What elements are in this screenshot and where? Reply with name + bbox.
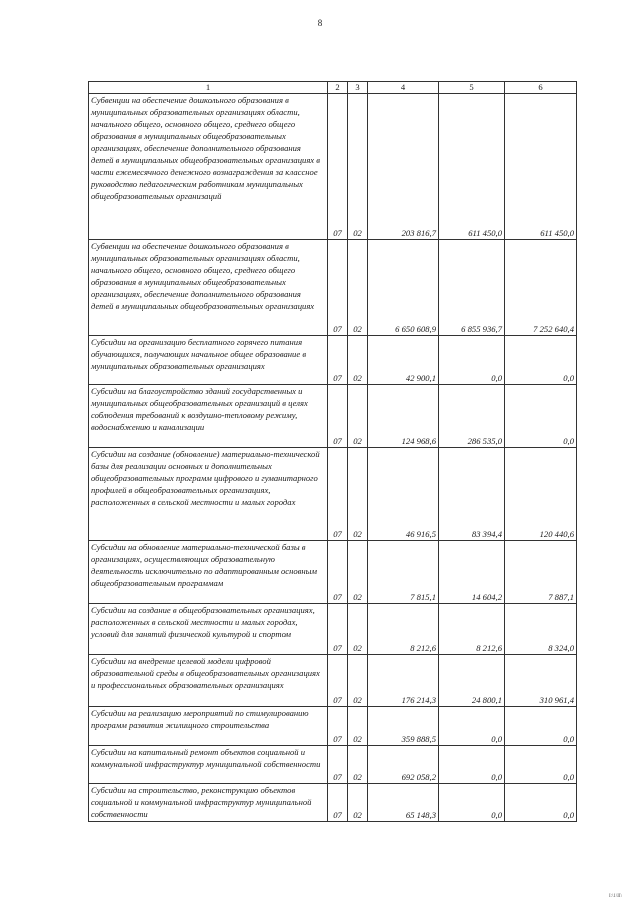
col-header-3: 3: [348, 82, 368, 94]
value-col-4: 203 816,7: [368, 94, 439, 240]
row-name: Субсидии на внедрение целевой модели цифровой образовательной среды в общеобразовательных организациях и профессиональных образовательных организациях: [89, 655, 328, 707]
value-col-4: 124 968,6: [368, 385, 439, 448]
row-name: Субвенции на обеспечение дошкольного образования в муниципальных образовательных организациях области, начального общего, основного общего, среднего общего образования в муниципальных общеобразовательных организациях, обеспечение дополнительного образования детей в муниципальных общеобразовательных организациях в части ежемесячного денежного вознаграждения за классное руководство педагогическим работникам муниципальных общеобразовательных организаций: [89, 94, 328, 240]
value-col-4: 176 214,3: [368, 655, 439, 707]
value-col-6: 0,0: [505, 336, 577, 385]
row-name: Субсидии на капитальный ремонт объектов социальной и коммунальной инфраструктур муниципальной собственности: [89, 746, 328, 784]
table-row: [89, 655, 577, 707]
section-code: 07: [328, 707, 348, 746]
value-col-6: 0,0: [505, 385, 577, 448]
page-number: 8: [317, 18, 323, 28]
section-code: 07: [328, 784, 348, 822]
value-col-5: 6 855 936,7: [439, 240, 505, 336]
subsection-code: 02: [348, 385, 368, 448]
subsection-code: 02: [348, 541, 368, 604]
col-header-5: 5: [439, 82, 505, 94]
table-row: [89, 746, 577, 784]
section-code: 07: [328, 655, 348, 707]
table-row: [89, 784, 577, 822]
col-header-6: 6: [505, 82, 577, 94]
value-col-6: 0,0: [505, 746, 577, 784]
section-code: 07: [328, 604, 348, 655]
table-row: [89, 541, 577, 604]
value-col-4: 46 916,5: [368, 448, 439, 541]
subsection-code: 02: [348, 784, 368, 822]
subsection-code: 02: [348, 448, 368, 541]
subsection-code: 02: [348, 707, 368, 746]
subsection-code: 02: [348, 604, 368, 655]
table-row: [89, 604, 577, 655]
row-name: Субсидии на организацию бесплатного горячего питания обучающихся, получающих начальное общее образование в муниципальных образовательных организациях: [89, 336, 328, 385]
value-col-6: 611 450,0: [505, 94, 577, 240]
value-col-4: 7 815,1: [368, 541, 439, 604]
row-name: Субвенции на обеспечение дошкольного образования в муниципальных образовательных организациях области, начального общего, основного общего, среднего общего образования в муниципальных общеобразовательных организациях, обеспечение дополнительного образования детей в муниципальных общеобразовательных организациях: [89, 240, 328, 336]
value-col-6: 0,0: [505, 784, 577, 822]
section-code: 07: [328, 94, 348, 240]
section-code: 07: [328, 336, 348, 385]
row-name: Субсидии на обновление материально-технической базы в организациях, осуществляющих образовательную деятельность исключительно по адаптированным основным общеобразовательным программам: [89, 541, 328, 604]
value-col-5: 0,0: [439, 336, 505, 385]
value-col-4: 8 212,6: [368, 604, 439, 655]
value-col-5: 24 800,1: [439, 655, 505, 707]
value-col-5: 14 604,2: [439, 541, 505, 604]
value-col-5: 286 535,0: [439, 385, 505, 448]
budget-table: [88, 81, 577, 822]
value-col-5: 0,0: [439, 746, 505, 784]
value-col-6: 7 887,1: [505, 541, 577, 604]
row-name: Субсидии на создание (обновление) материально-технической базы для реализации основных и дополнительных общеобразовательных программ цифрового и гуманитарного профилей в общеобразовательных организациях, расположенных в сельской местности и малых городах: [89, 448, 328, 541]
value-col-5: 0,0: [439, 784, 505, 822]
value-col-4: 359 888,5: [368, 707, 439, 746]
subsection-code: 02: [348, 746, 368, 784]
col-header-1: 1: [89, 82, 328, 94]
table-row: [89, 336, 577, 385]
footer-code: I:\1\II\: [608, 894, 622, 899]
value-col-5: 8 212,6: [439, 604, 505, 655]
header-row: [89, 82, 577, 94]
subsection-code: 02: [348, 240, 368, 336]
value-col-6: 0,0: [505, 707, 577, 746]
value-col-6: 310 961,4: [505, 655, 577, 707]
value-col-5: 83 394,4: [439, 448, 505, 541]
section-code: 07: [328, 746, 348, 784]
table-row: [89, 707, 577, 746]
value-col-6: 7 252 640,4: [505, 240, 577, 336]
subsection-code: 02: [348, 655, 368, 707]
value-col-4: 692 058,2: [368, 746, 439, 784]
subsection-code: 02: [348, 336, 368, 385]
row-name: Субсидии на строительство, реконструкцию объектов социальной и коммунальной инфраструктур муниципальной собственности: [89, 784, 328, 822]
col-header-4: 4: [368, 82, 439, 94]
col-header-2: 2: [328, 82, 348, 94]
value-col-6: 120 440,6: [505, 448, 577, 541]
row-name: Субсидии на реализацию мероприятий по стимулированию программ развития жилищного строительства: [89, 707, 328, 746]
row-name: Субсидии на создание в общеобразовательных организациях, расположенных в сельской местности и малых городах, условий для занятий физической культурой и спортом: [89, 604, 328, 655]
section-code: 07: [328, 448, 348, 541]
row-name: Субсидии на благоустройство зданий государственных и муниципальных общеобразовательных организаций в целях соблюдения требований к воздушно-тепловому режиму, водоснабжению и канализации: [89, 385, 328, 448]
value-col-4: 65 148,3: [368, 784, 439, 822]
table-row: [89, 385, 577, 448]
table-row: [89, 94, 577, 240]
section-code: 07: [328, 541, 348, 604]
section-code: 07: [328, 385, 348, 448]
table-row: [89, 448, 577, 541]
value-col-6: 8 324,0: [505, 604, 577, 655]
value-col-5: 611 450,0: [439, 94, 505, 240]
value-col-4: 42 900,1: [368, 336, 439, 385]
value-col-4: 6 650 608,9: [368, 240, 439, 336]
section-code: 07: [328, 240, 348, 336]
value-col-5: 0,0: [439, 707, 505, 746]
subsection-code: 02: [348, 94, 368, 240]
table-row: [89, 240, 577, 336]
